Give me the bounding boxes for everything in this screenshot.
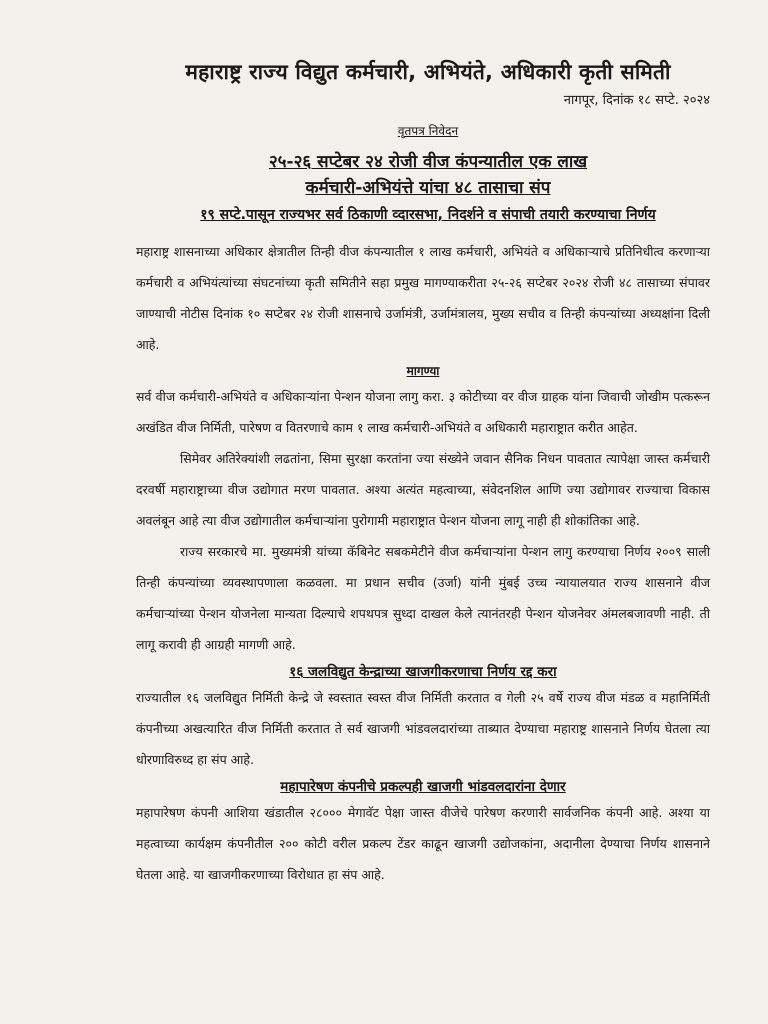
document-type: वृतपत्र निवेदन bbox=[397, 124, 459, 138]
hydro-paragraph: राज्यातील १६ जलविद्युत निर्मिती केन्द्रे जे स्वस्तात स्वस्त वीज निर्मिती करतात व गेली २५ वर्षे राज्य वीज मंडळ व महानिर्मिती कंपनीच्या अखत्यारित वीज निर्मिती करतात ते सर्व खाजगी भांडवलदारांच्या ताब्यात देण्याचा महाराष्ट्र शासनाने निर्णय घेतला त्या धोरणाविरुध्द हा संप आहे. bbox=[136, 690, 710, 767]
headline bbox=[146, 149, 710, 201]
subheadline: १९ सप्टे.पासून राज्यभर सर्व ठिकाणी व्दारसभा, निदर्शने व संपाची तयारी करण्याचा निर्णय bbox=[200, 207, 656, 223]
demands-heading: मागण्या bbox=[406, 364, 440, 378]
demand-paragraph-3: राज्य सरकारचे मा. मुख्यमंत्री यांच्या कॅबिनेट सबकमेटीने वीज कर्मचाऱ्यांना पेन्शन लागु करण्याचा निर्णय २००९ साली तिन्ही कंपन्यांच्या व्यवस्थापणाला कळवला. मा प्रधान सचीव (उर्जा) यांनी मुंबई उच्च न्यायालयात राज्य शासनाने वीज कर्मचाऱ्यांच्या पेन्शन योजनेला मान्यता दिल्याचे शपथपत्र सुध्दा दाखल केले त्यानंतरही पेन्शन योजनेवर अंमलबजावणी नाही. ती लागू करावी ही आग्रही मागणी आहे. bbox=[136, 544, 710, 652]
transco-paragraph: महापारेषण कंपनी आशिया खंडातील २८००० मेगावॅट पेक्षा जास्त वीजेचे पारेषण करणारी सार्वजनिक कंपनी आहे. अश्या या महत्वाच्या कार्यक्षम कंपनीतील २०० कोटी वरील प्रकल्प टेंडर काढून खाजगी उद्योजकांना, अदानीला देण्याचा निर्णय शासनाने घेतला आहे. या खाजगीकरणाच्या विरोधात हा संप आहे. bbox=[136, 805, 710, 882]
headline-line-2: कर्मचारी-अभियंत्ते यांचा ४८ तासाचा संप bbox=[305, 178, 551, 198]
place-date: नागपूर, दिनांक १८ सप्टे. २०२४ bbox=[563, 93, 710, 108]
demand-paragraph-1: सर्व वीज कर्मचारी-अभियंते व अधिकाऱ्यांना पेन्शन योजना लागु करा. ३ कोटीच्या वर वीज ग्राहक यांना जिवाची जोखीम पत्करून अखंडित वीज निर्मिती, पारेषण व वितरणाचे काम १ लाख कर्मचारी-अभियंते व अधिकारी महाराष्ट्रात करीत आहेत. bbox=[136, 389, 710, 435]
hydro-heading: १६ जलविद्युत केन्द्राच्या खाजगीकरणाचा निर्णय रद्द करा bbox=[289, 664, 557, 680]
demand-paragraph-2: सिमेवर अतिरेक्यांशी लढतांना, सिमा सुरक्षा करतांना ज्या संख्येने जवान सैनिक निधन पावतात त्यापेक्षा जास्त कर्मचारी दरवर्षी महाराष्ट्राच्या वीज उद्योगात मरण पावतात. अश्या अत्यंत महत्वाच्या, संवेदनशिल आणि ज्या उद्योगावर राज्याचा विकास अवलंबून आहे त्या वीज उद्योगातील कर्मचाऱ्यांना पुरोगामी महाराष्ट्रात पेन्शन योजना लागू नाही ही शोकांतिका आहे. bbox=[136, 451, 710, 528]
document-body bbox=[136, 236, 710, 890]
intro-paragraph: महाराष्ट्र शासनाच्या अधिकार क्षेत्रातील तिन्ही वीज कंपन्यातील १ लाख कर्मचारी, अभियंते व अधिकाऱ्याचे प्रतिनिधीत्व करणाऱ्या कर्मचारी व अभियंत्यांच्या संघटनांच्या कृती समितीने सहा प्रमुख मागण्याकरीता २५-२६ सप्टेबर २०२४ रोजी ४८ तासाच्या संपावर जाण्याची नोटीस दिनांक १० सप्टेबर २४ रोजी शासनाचे उर्जामंत्री, उर्जामंत्रालय, मुख्य सचीव व तिन्ही कंपन्यांच्या अध्यक्षांना दिली आहे. bbox=[136, 244, 710, 352]
organization-title: महाराष्ट्र राज्य विद्युत कर्मचारी, अभियंते, अधिकारी कृती समिती bbox=[185, 60, 671, 84]
transco-heading: महापारेषण कंपनीचे प्रकल्पही खाजगी भांडवलदारांना देणार bbox=[280, 779, 566, 795]
headline-line-1: २५-२६ सप्टेबर २४ रोजी वीज कंपन्यातील एक लाख bbox=[268, 152, 588, 172]
